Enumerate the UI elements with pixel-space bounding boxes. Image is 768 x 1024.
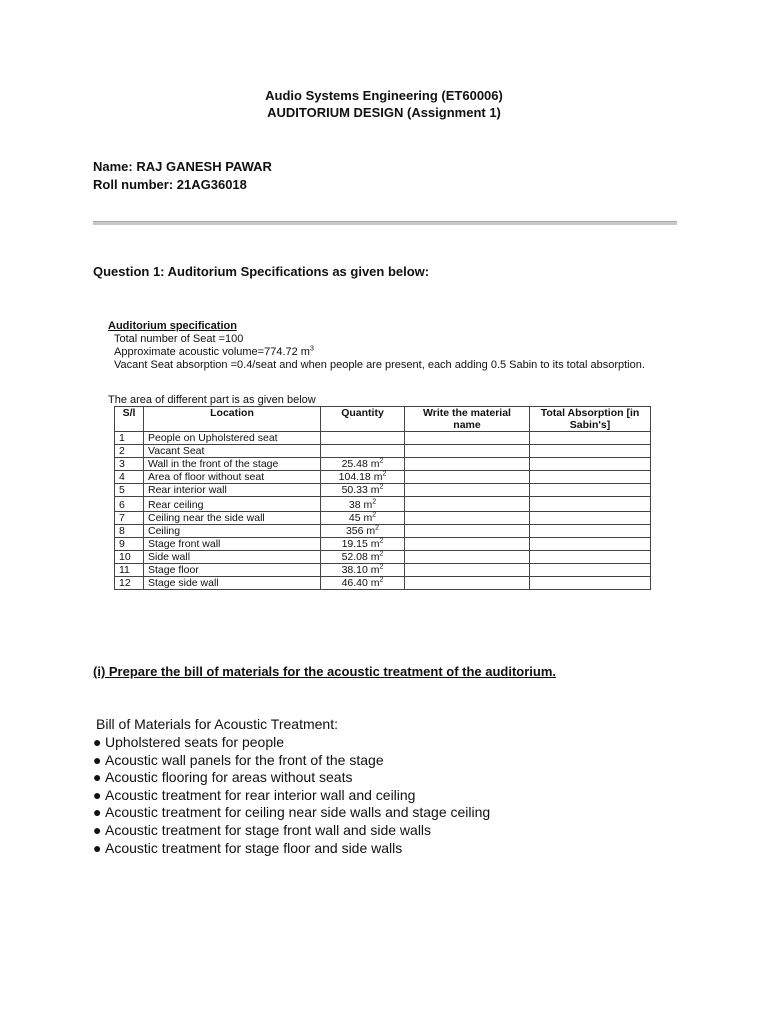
cell-location-text: Stage floor xyxy=(148,564,199,576)
cell-total-absorption xyxy=(530,551,651,564)
cell-quantity xyxy=(321,538,405,551)
cell-sl-text: 1 xyxy=(119,432,125,444)
cell-material xyxy=(405,564,530,577)
area-table xyxy=(114,406,651,590)
table-row xyxy=(115,538,651,551)
cell-location xyxy=(144,551,321,564)
header-location: Location xyxy=(144,407,321,432)
cell-sl-text: 2 xyxy=(119,445,125,457)
cell-quantity-text: 45 m xyxy=(348,512,373,524)
bullet-icon: ● xyxy=(93,804,102,821)
list-item-text: Acoustic flooring for areas without seats xyxy=(105,769,353,786)
cell-sl-text: 4 xyxy=(119,471,125,483)
spec-absorption: Vacant Seat absorption =0.4/seat and when people are present, each adding 0.5 Sabin to its total absorption. xyxy=(114,359,645,371)
cell-quantity xyxy=(321,564,405,577)
cell-sl-text: 9 xyxy=(119,538,125,550)
cell-material xyxy=(405,432,530,445)
area-intro: The area of different part is as given below xyxy=(108,394,316,406)
area-unit-sup: 2 xyxy=(375,524,380,532)
cell-sl-text: 8 xyxy=(119,525,125,537)
assignment-title: AUDITORIUM DESIGN (Assignment 1) xyxy=(267,105,501,120)
cell-location-text: Ceiling near the side wall xyxy=(148,512,265,524)
area-unit-sup: 2 xyxy=(372,498,377,506)
cell-location-text: People on Upholstered seat xyxy=(148,432,278,444)
table-row xyxy=(115,445,651,458)
bom-list xyxy=(93,734,490,857)
bullet-icon: ● xyxy=(93,734,102,750)
cell-sl xyxy=(115,538,144,551)
list-item xyxy=(93,804,490,822)
cell-quantity-text: 356 m xyxy=(345,525,376,537)
cell-sl xyxy=(115,432,144,445)
cell-total-absorption xyxy=(530,445,651,458)
cell-sl-text: 7 xyxy=(119,512,125,524)
list-item-text: Acoustic treatment for ceiling near side walls and stage ceiling xyxy=(105,804,491,821)
spec-seats: Total number of Seat =100 xyxy=(114,333,244,345)
spec-volume-text: Approximate acoustic volume=774.72 m xyxy=(114,346,310,358)
bullet-icon: ● xyxy=(93,769,102,786)
course-title: Audio Systems Engineering (ET60006) xyxy=(265,88,503,103)
cell-total-absorption xyxy=(530,497,651,512)
bullet-icon: ● xyxy=(93,786,102,803)
cell-sl xyxy=(115,551,144,564)
cell-quantity-text: 46.40 m xyxy=(341,577,380,589)
cell-quantity-text: 104.18 m xyxy=(338,471,383,483)
list-item xyxy=(93,769,490,787)
cell-material xyxy=(405,471,530,484)
list-item-text: Upholstered seats for people xyxy=(105,734,284,750)
cell-sl-text: 11 xyxy=(119,564,130,576)
list-item xyxy=(93,752,490,770)
header-quantity: Quantity xyxy=(321,407,405,432)
cell-location-text: Wall in the front of the stage xyxy=(148,458,279,470)
header-sl: S/l xyxy=(115,407,144,432)
cell-quantity-text: 52.08 m xyxy=(341,551,380,563)
area-unit-sup: 2 xyxy=(382,470,387,478)
cell-quantity-text: 25.48 m xyxy=(341,458,380,470)
cell-material xyxy=(405,512,530,525)
cell-material xyxy=(405,497,530,512)
bullet-icon: ● xyxy=(93,821,102,838)
table-row xyxy=(115,512,651,525)
cell-quantity-text: 38.10 m xyxy=(341,564,380,576)
cell-quantity xyxy=(321,484,405,497)
cell-total-absorption xyxy=(530,564,651,577)
cell-sl xyxy=(115,525,144,538)
table-row xyxy=(115,551,651,564)
cell-location-text: Stage front wall xyxy=(148,538,221,550)
cell-quantity xyxy=(321,458,405,471)
list-item-text: Acoustic treatment for rear interior wall and ceiling xyxy=(105,786,416,803)
cell-material xyxy=(405,458,530,471)
cell-location-text: Side wall xyxy=(148,551,191,563)
cell-location-text: Rear interior wall xyxy=(148,484,227,496)
cell-quantity-text: 38 m xyxy=(348,499,373,511)
cell-location-text: Vacant Seat xyxy=(148,445,205,457)
area-unit-sup: 2 xyxy=(372,511,377,519)
cell-sl-text: 10 xyxy=(119,551,131,563)
cell-location xyxy=(144,458,321,471)
cell-total-absorption xyxy=(530,577,651,590)
cell-location-text: Rear ceiling xyxy=(148,499,204,511)
cell-location xyxy=(144,445,321,458)
list-item xyxy=(93,787,490,805)
cell-sl-text: 3 xyxy=(119,458,125,470)
cell-material xyxy=(405,577,530,590)
cell-material xyxy=(405,445,530,458)
cell-total-absorption xyxy=(530,458,651,471)
table-row xyxy=(115,497,651,512)
cell-total-absorption xyxy=(530,525,651,538)
list-item xyxy=(93,734,490,752)
cell-quantity xyxy=(321,525,405,538)
cell-location xyxy=(144,497,321,512)
bullet-icon: ● xyxy=(93,839,102,856)
table-row xyxy=(115,432,651,445)
bullet-icon: ● xyxy=(93,751,102,768)
cell-sl xyxy=(115,484,144,497)
cell-total-absorption xyxy=(530,512,651,525)
table-row xyxy=(115,577,651,590)
table-header-row xyxy=(115,407,651,432)
area-unit-sup: 2 xyxy=(379,550,384,558)
list-item-text: Acoustic treatment for stage front wall and side walls xyxy=(105,821,432,838)
table-row xyxy=(115,564,651,577)
cell-sl xyxy=(115,471,144,484)
roll-number: Roll number: 21AG36018 xyxy=(93,177,247,192)
list-item-text: Acoustic treatment for stage floor and side walls xyxy=(105,839,403,856)
part-i-heading: (i) Prepare the bill of materials for the acoustic treatment of the auditorium. xyxy=(93,664,557,679)
cell-sl xyxy=(115,445,144,458)
area-unit-sup: 2 xyxy=(379,457,384,465)
cell-material xyxy=(405,484,530,497)
cell-total-absorption xyxy=(530,484,651,497)
spec-heading: Auditorium specification xyxy=(108,320,237,332)
cell-material xyxy=(405,538,530,551)
cell-location-text: Area of floor without seat xyxy=(148,471,265,483)
cell-sl xyxy=(115,564,144,577)
cell-location xyxy=(144,471,321,484)
list-item xyxy=(93,840,490,858)
cell-total-absorption xyxy=(530,432,651,445)
cell-quantity xyxy=(321,497,405,512)
cell-quantity-text: 50.33 m xyxy=(341,484,380,496)
cell-sl-text: 12 xyxy=(119,577,131,589)
question-1-heading: Question 1: Auditorium Specifications as given below: xyxy=(93,264,430,279)
header-material: Write the material name xyxy=(405,407,530,432)
cell-quantity-text: 19.15 m xyxy=(341,538,380,550)
cell-sl xyxy=(115,512,144,525)
cell-quantity xyxy=(321,471,405,484)
table-row xyxy=(115,525,651,538)
cell-material xyxy=(405,551,530,564)
table-row xyxy=(115,458,651,471)
header-total-absorption: Total Absorption [in Sabin's] xyxy=(530,407,651,432)
list-item xyxy=(93,822,490,840)
cell-sl xyxy=(115,458,144,471)
cell-location xyxy=(144,577,321,590)
area-unit-sup: 2 xyxy=(379,537,384,545)
table-row xyxy=(115,484,651,497)
cell-location-text: Ceiling xyxy=(148,525,181,537)
horizontal-divider xyxy=(93,221,677,225)
cell-location xyxy=(144,538,321,551)
area-unit-sup: 2 xyxy=(379,563,384,571)
cell-location xyxy=(144,512,321,525)
cell-location xyxy=(144,432,321,445)
cell-location xyxy=(144,525,321,538)
cell-quantity xyxy=(321,577,405,590)
student-name: Name: RAJ GANESH PAWAR xyxy=(93,159,272,174)
table-body xyxy=(115,432,651,590)
cell-material xyxy=(405,525,530,538)
cell-sl xyxy=(115,497,144,512)
list-item-text: Acoustic wall panels for the front of the stage xyxy=(105,751,384,768)
cell-total-absorption xyxy=(530,538,651,551)
cell-quantity xyxy=(321,512,405,525)
cell-location xyxy=(144,564,321,577)
spec-volume-sup: 3 xyxy=(309,345,314,353)
cell-location-text: Stage side wall xyxy=(148,577,219,589)
cell-location xyxy=(144,484,321,497)
cell-total-absorption xyxy=(530,471,651,484)
cell-quantity xyxy=(321,551,405,564)
bom-title: Bill of Materials for Acoustic Treatment: xyxy=(96,716,338,732)
area-unit-sup: 2 xyxy=(379,576,384,584)
cell-sl xyxy=(115,577,144,590)
auditorium-specification xyxy=(108,320,668,372)
cell-sl-text: 6 xyxy=(119,499,125,511)
area-unit-sup: 2 xyxy=(379,483,384,491)
cell-sl-text: 5 xyxy=(119,484,125,496)
spec-volume xyxy=(108,346,668,359)
cell-quantity xyxy=(321,432,405,445)
table-row xyxy=(115,471,651,484)
cell-quantity xyxy=(321,445,405,458)
